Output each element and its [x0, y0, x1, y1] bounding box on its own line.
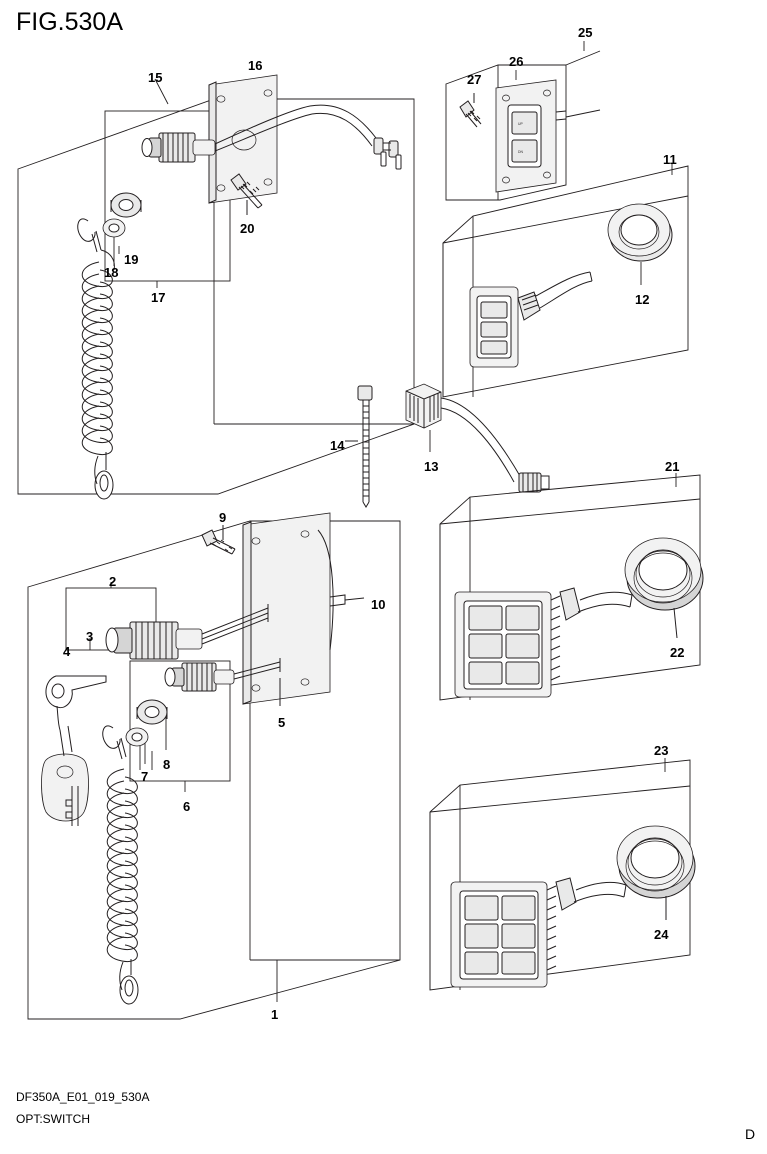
part-7-8-nut [126, 700, 167, 746]
part-11-switch [470, 272, 592, 367]
callout-21: 21 [665, 459, 680, 474]
callout-11: 11 [663, 152, 677, 167]
callout-1: 1 [271, 1007, 279, 1022]
corner-letter: D [745, 1126, 756, 1142]
part-26-switch [496, 80, 566, 192]
callout-2: 2 [109, 574, 117, 589]
callout-25: 25 [578, 25, 593, 40]
part-21-switch-panel [455, 588, 632, 697]
callout-18: 18 [104, 265, 119, 280]
callout-10: 10 [371, 597, 386, 612]
page-title: FIG.530A [16, 8, 123, 36]
part-24-ring [617, 826, 695, 920]
part-27-screw [460, 93, 481, 127]
part-13-connector [406, 384, 549, 492]
callout-20: 20 [240, 221, 255, 236]
callout-27: 27 [467, 72, 482, 87]
callout-4: 4 [63, 644, 71, 659]
callout-13: 13 [424, 459, 439, 474]
callout-14: 14 [330, 438, 345, 453]
part-10-plate [243, 513, 364, 704]
footer-caption: OPT:SWITCH [16, 1112, 90, 1126]
part-9-screw [202, 525, 235, 554]
callout-6: 6 [183, 799, 191, 814]
part-12-ring [608, 204, 672, 261]
callout-22: 22 [670, 645, 685, 660]
footer-code: DF350A_E01_019_530A [16, 1090, 150, 1104]
callout-8: 8 [163, 757, 171, 772]
callout-12: 12 [635, 292, 650, 307]
callout-17: 17 [151, 290, 166, 305]
part-14-tie-band [345, 386, 372, 507]
callout-16: 16 [248, 58, 263, 73]
part-1-lanyard [103, 726, 138, 1004]
part-23-switch-panel [451, 878, 626, 987]
callout-24: 24 [654, 927, 669, 942]
part-22-ring [625, 538, 703, 638]
callout-26: 26 [509, 54, 524, 69]
callout-15: 15 [148, 70, 163, 85]
callout-5: 5 [278, 715, 286, 730]
callout-9: 9 [219, 510, 227, 525]
callout-19: 19 [124, 252, 139, 267]
switch-label-up: UP [518, 122, 523, 126]
part-15-lanyard [78, 219, 115, 499]
callout-3: 3 [86, 629, 94, 644]
part-4-key [42, 676, 107, 826]
callout-23: 23 [654, 743, 669, 758]
callout-7: 7 [141, 769, 149, 784]
part-18-19-nut [103, 193, 141, 237]
switch-label-dn: DN [518, 150, 523, 154]
